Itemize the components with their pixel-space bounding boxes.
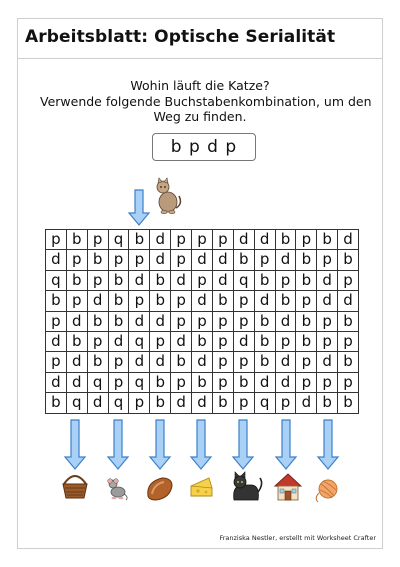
grid-cell: d	[213, 271, 234, 291]
page-title: Arbeitsblatt: Optische Serialität	[25, 27, 336, 47]
grid-cell: b	[213, 393, 234, 413]
grid-cell: b	[255, 352, 276, 372]
grid-cell: p	[109, 352, 130, 372]
grid-cell: b	[317, 393, 338, 413]
grid-cell: p	[213, 312, 234, 332]
grid-cell: d	[234, 230, 255, 250]
grid-cell: b	[296, 271, 317, 291]
grid-cell: d	[255, 230, 276, 250]
down-arrow-icon	[191, 420, 211, 469]
footer-credit: Franziska Nestler, erstellt mit Worksheet Crafter	[219, 534, 376, 542]
down-arrow-icon	[276, 420, 296, 469]
grid-cell: d	[109, 332, 130, 352]
grid-cell: p	[171, 373, 192, 393]
grid-cell: p	[338, 332, 359, 352]
grid-cell: b	[67, 271, 88, 291]
grid-cell: b	[234, 373, 255, 393]
grid-cell: q	[234, 271, 255, 291]
grid-cell: p	[213, 373, 234, 393]
grid-cell: b	[255, 332, 276, 352]
grid-cell: p	[234, 291, 255, 311]
grid-cell: d	[129, 312, 150, 332]
grid-cell: d	[234, 332, 255, 352]
grid-cell: b	[150, 373, 171, 393]
grid-cell: b	[338, 352, 359, 372]
grid-cell: d	[276, 373, 297, 393]
grid-cell: p	[129, 291, 150, 311]
grid-cell: p	[317, 250, 338, 270]
grid-cell: d	[150, 312, 171, 332]
grid-cell: p	[296, 373, 317, 393]
grid-cell: p	[296, 291, 317, 311]
grid-cell: d	[317, 271, 338, 291]
grid-cell: p	[46, 230, 67, 250]
grid-cell: d	[88, 291, 109, 311]
grid-cell: p	[276, 332, 297, 352]
grid-cell: d	[296, 393, 317, 413]
grid-cell: p	[150, 332, 171, 352]
grid-cell: p	[213, 230, 234, 250]
grid-cell: p	[67, 291, 88, 311]
grid-cell: d	[46, 332, 67, 352]
grid-cell: q	[129, 373, 150, 393]
grid-cell: q	[109, 230, 130, 250]
grid-cell: d	[129, 271, 150, 291]
grid-cell: p	[88, 332, 109, 352]
grid-cell: b	[192, 373, 213, 393]
grid-cell: d	[171, 271, 192, 291]
grid-cell: b	[150, 291, 171, 311]
grid-cell: p	[192, 312, 213, 332]
grid-cell: q	[46, 271, 67, 291]
grid-cell: d	[192, 352, 213, 372]
grid-cell: p	[338, 271, 359, 291]
grid-cell: q	[255, 393, 276, 413]
grid-cell: p	[296, 352, 317, 372]
grid-cell: b	[129, 230, 150, 250]
grid-cell: b	[171, 352, 192, 372]
down-arrow-icon	[233, 420, 253, 469]
grid-cell: b	[88, 250, 109, 270]
grid-cell: d	[67, 352, 88, 372]
grid-cell: d	[317, 352, 338, 372]
instruction-line-3: Weg zu finden.	[153, 109, 247, 124]
grid-cell: b	[67, 230, 88, 250]
grid-cell: p	[317, 312, 338, 332]
grid-cell: b	[276, 291, 297, 311]
grid-cell: p	[88, 230, 109, 250]
yarn-icon	[316, 480, 337, 502]
grid-cell: d	[150, 352, 171, 372]
grid-cell: b	[109, 271, 130, 291]
grid-cell: b	[338, 312, 359, 332]
basket-icon	[63, 476, 87, 498]
grid-cell: d	[192, 393, 213, 413]
grid-cell: d	[171, 393, 192, 413]
grid-cell: q	[109, 393, 130, 413]
grid-cell: p	[192, 271, 213, 291]
grid-cell: p	[234, 393, 255, 413]
grid-cell: p	[213, 352, 234, 372]
grid-cell: d	[338, 291, 359, 311]
grid-cell: p	[88, 271, 109, 291]
grid-cell: b	[255, 271, 276, 291]
down-arrow-icon	[65, 420, 85, 469]
grid-cell: d	[192, 250, 213, 270]
grid-cell: b	[46, 393, 67, 413]
grid-cell: b	[46, 291, 67, 311]
grid-cell: p	[192, 230, 213, 250]
grid-cell: b	[296, 312, 317, 332]
grid-cell: d	[150, 230, 171, 250]
grid-cell: p	[109, 250, 130, 270]
grid-cell: b	[338, 250, 359, 270]
exit-arrows	[65, 420, 338, 469]
grid-cell: b	[296, 332, 317, 352]
grid-cell: d	[276, 250, 297, 270]
grid-cell: d	[150, 250, 171, 270]
grid-cell: b	[234, 250, 255, 270]
sausage-icon	[148, 478, 172, 500]
grid-cell: p	[234, 352, 255, 372]
grid-cell: p	[296, 230, 317, 250]
grid-cell: b	[276, 230, 297, 250]
grid-cell: b	[109, 312, 130, 332]
down-arrow-icon	[108, 420, 128, 469]
start-arrow-icon	[129, 190, 149, 225]
mouse-icon	[108, 479, 127, 500]
grid-cell: d	[338, 230, 359, 250]
grid-cell: p	[46, 312, 67, 332]
cat-icon	[234, 472, 262, 500]
grid-cell: b	[67, 332, 88, 352]
grid-cell: p	[171, 312, 192, 332]
grid-cell: d	[46, 373, 67, 393]
grid-cell: b	[88, 312, 109, 332]
grid-cell: p	[171, 250, 192, 270]
grid-cell: b	[213, 291, 234, 311]
grid-cell: d	[67, 373, 88, 393]
grid-cell: b	[109, 291, 130, 311]
grid-cell: d	[192, 291, 213, 311]
grid-cell: b	[338, 393, 359, 413]
grid-cell: p	[338, 373, 359, 393]
cheese-icon	[191, 478, 212, 496]
grid-cell: b	[255, 312, 276, 332]
grid-cell: b	[150, 271, 171, 291]
grid-cell: d	[276, 352, 297, 372]
grid-cell: d	[255, 291, 276, 311]
grid-cell: p	[276, 393, 297, 413]
down-arrow-icon	[150, 420, 170, 469]
grid-cell: d	[67, 312, 88, 332]
grid-cell: p	[109, 373, 130, 393]
grid-cell: d	[276, 312, 297, 332]
grid-cell: b	[150, 393, 171, 413]
grid-cell: p	[234, 312, 255, 332]
grid-cell: p	[317, 373, 338, 393]
letter-code-box: b p d p	[152, 133, 256, 161]
grid-cell: d	[255, 373, 276, 393]
grid-cell: p	[317, 332, 338, 352]
grid-cell: b	[192, 332, 213, 352]
down-arrow-icon	[318, 420, 338, 469]
grid-cell: p	[213, 332, 234, 352]
grid-cell: p	[276, 271, 297, 291]
grid-cell: d	[88, 393, 109, 413]
instruction-line-2: Verwende folgende Buchstabenkombination, um den	[40, 94, 372, 109]
grid-cell: d	[171, 332, 192, 352]
grid-cell: p	[129, 250, 150, 270]
grid-cell: b	[317, 230, 338, 250]
grid-cell: d	[317, 291, 338, 311]
grid-cell: q	[67, 393, 88, 413]
grid-cell: p	[255, 250, 276, 270]
grid-cell: q	[129, 332, 150, 352]
grid-cell: b	[88, 352, 109, 372]
grid-cell: d	[46, 250, 67, 270]
house-icon	[275, 474, 301, 500]
instruction-question: Wohin läuft die Katze?	[130, 78, 270, 93]
grid-cell: d	[213, 250, 234, 270]
grid-cell: p	[129, 393, 150, 413]
grid-cell: p	[46, 352, 67, 372]
grid-cell: d	[129, 352, 150, 372]
grid-cell: p	[67, 250, 88, 270]
start-cat-icon	[157, 178, 180, 214]
grid-cell: p	[171, 230, 192, 250]
grid-cell: b	[296, 250, 317, 270]
grid-cell: p	[171, 291, 192, 311]
grid-cell: q	[88, 373, 109, 393]
